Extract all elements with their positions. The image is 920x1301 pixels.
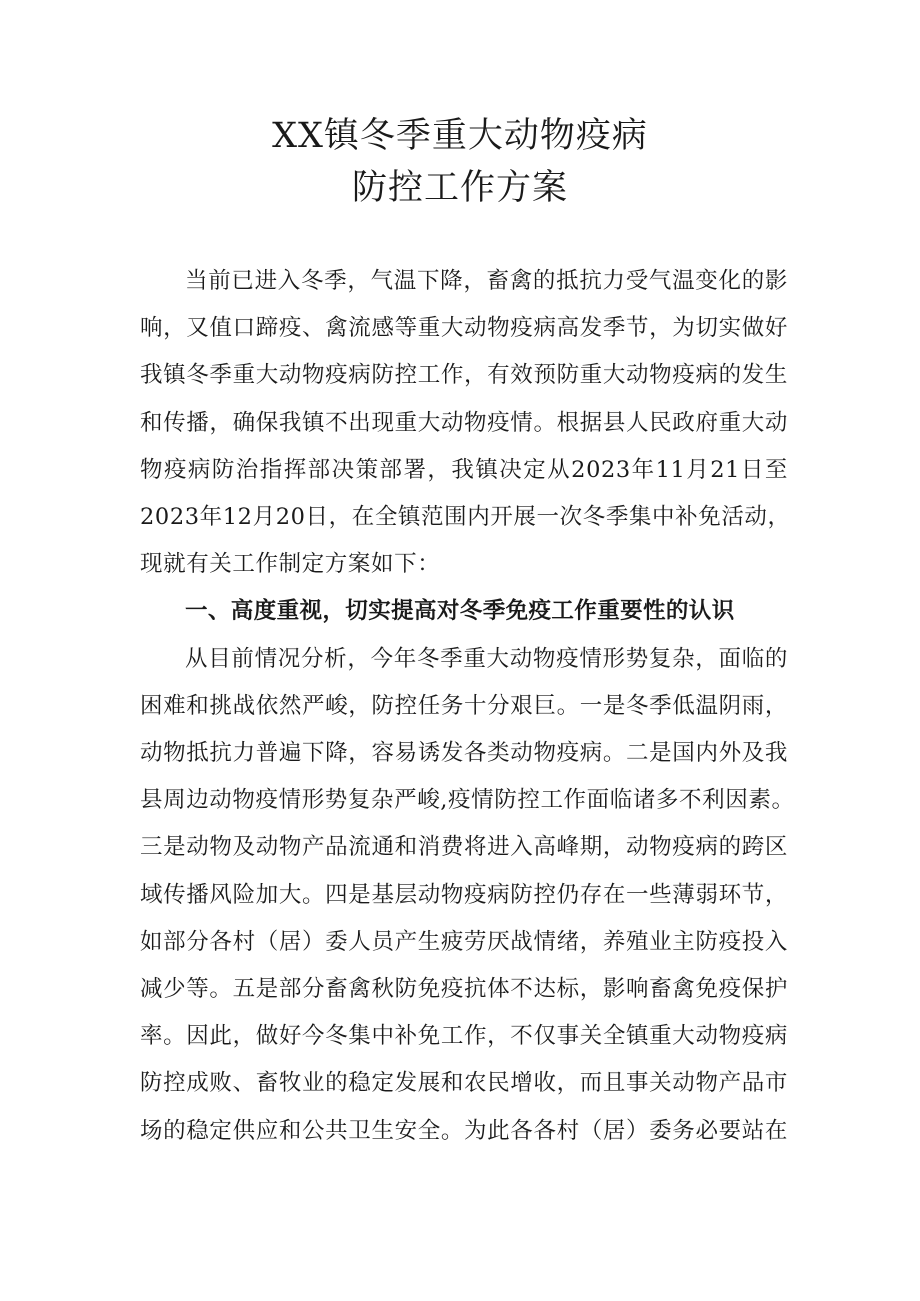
paragraph-line: 域传播风险加大。四是基层动物疫病防控仍存在一些薄弱环节， bbox=[140, 881, 788, 908]
paragraph-line: 物疫病防治指挥部决策部署，我镇决定从2023年11月21日至 bbox=[140, 456, 788, 483]
paragraph-line: 从目前情况分析，今年冬季重大动物疫情形势复杂，面临的 bbox=[185, 645, 788, 672]
paragraph-line: 和传播，确保我镇不出现重大动物疫情。根据县人民政府重大动 bbox=[140, 409, 788, 436]
paragraph-line: 如部分各村（居）委人员产生疲劳厌战情绪，养殖业主防疫投入 bbox=[140, 928, 788, 955]
paragraph-line: 率。因此，做好今冬集中补免工作，不仅事关全镇重大动物疫病 bbox=[140, 1023, 788, 1050]
paragraph-line: 场的稳定供应和公共卫生安全。为此各各村（居）委务必要站在 bbox=[140, 1117, 788, 1144]
paragraph-line: 县周边动物疫情形势复杂严峻,疫情防控工作面临诸多不利因素。 bbox=[140, 787, 795, 814]
paragraph-line: 现就有关工作制定方案如下： bbox=[140, 551, 441, 578]
paragraph-line: 2023年12月20日，在全镇范围内开展一次冬季集中补免活动， bbox=[140, 504, 791, 531]
paragraph-line: 三是动物及动物产品流通和消费将进入高峰期，动物疫病的跨区 bbox=[140, 834, 788, 861]
paragraph-2 bbox=[140, 636, 795, 1155]
paragraph-1 bbox=[140, 258, 791, 588]
document-title-line1: XX镇冬季重大动物疫病 bbox=[272, 116, 648, 156]
paragraph-line: 防控成败、畜牧业的稳定发展和农民增收，而且事关动物产品市 bbox=[140, 1070, 788, 1097]
section-heading-1: 一、高度重视，切实提高对冬季免疫工作重要性的认识 bbox=[185, 598, 735, 625]
paragraph-line: 动物抵抗力普遍下降，容易诱发各类动物疫病。二是国内外及我 bbox=[140, 740, 788, 767]
paragraph-line: 当前已进入冬季，气温下降，畜禽的抵抗力受气温变化的影 bbox=[185, 268, 788, 294]
paragraph-line: 我镇冬季重大动物疫病防控工作，有效预防重大动物疫病的发生 bbox=[140, 362, 788, 389]
paragraph-line: 减少等。五是部分畜禽秋防免疫抗体不达标，影响畜禽免疫保护 bbox=[140, 976, 788, 1003]
paragraph-line: 困难和挑战依然严峻，防控任务十分艰巨。一是冬季低温阴雨， bbox=[140, 692, 788, 719]
paragraph-line: 响，又值口蹄疫、禽流感等重大动物疫病高发季节，为切实做好 bbox=[140, 315, 788, 342]
document-title-line2: 防控工作方案 bbox=[351, 168, 568, 208]
document-body bbox=[140, 258, 795, 1155]
